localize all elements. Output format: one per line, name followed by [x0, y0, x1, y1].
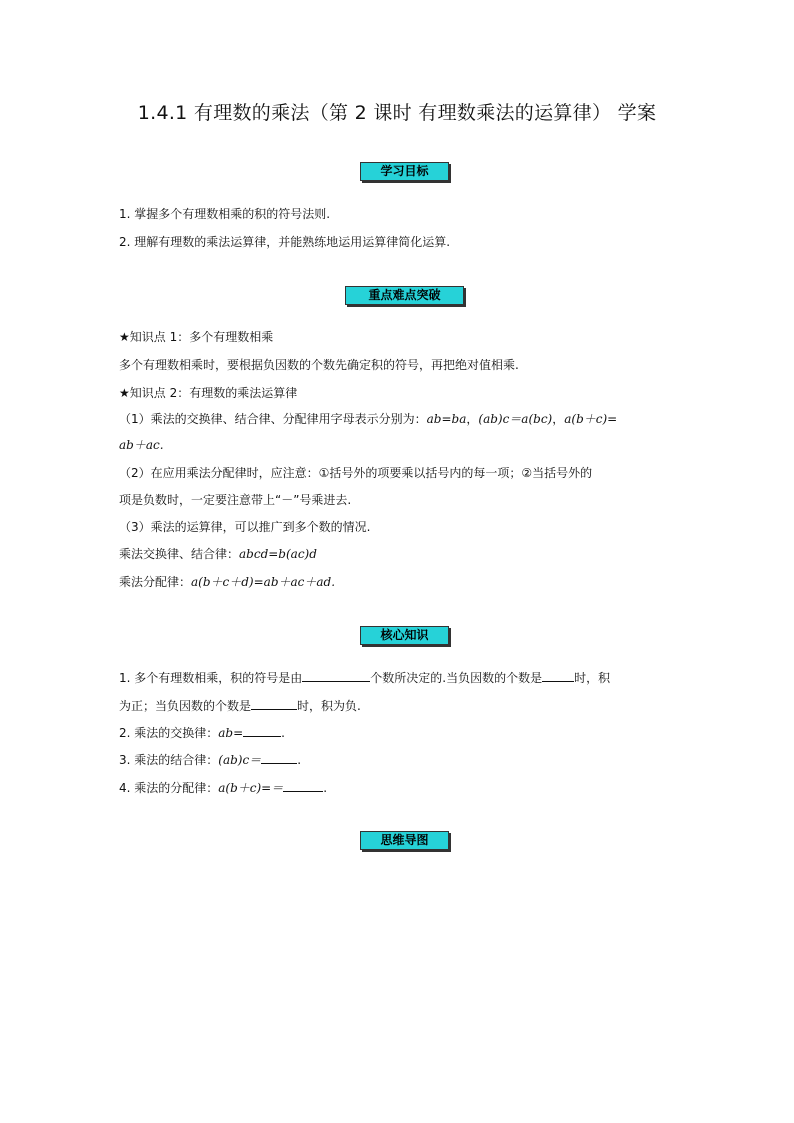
end-dot: .: [297, 753, 302, 767]
generalization-note: （3）乘法的运算律，可以推广到多个数的情况.: [119, 520, 371, 534]
core-item-1-text-b: 个数所决定的.当负因数的个数是: [370, 671, 543, 685]
knowledge-point-2-title: ★知识点 2：有理数的乘法运算律: [119, 386, 298, 400]
generalized-distributive: [119, 574, 335, 590]
associative-formula: (ab)c＝a(bc): [478, 412, 553, 426]
core-item-1-line-1: [119, 670, 610, 686]
core-item-4: [119, 780, 327, 796]
core-item-2-formula: ab=: [218, 726, 244, 740]
multiplication-laws-text: （1）乘法的交换律、结合律、分配律用字母表示分别为：: [119, 412, 427, 426]
fill-blank[interactable]: [283, 780, 323, 792]
goal-2: 2. 理解有理数的乘法运算律，并能熟练地运用运算律简化运算.: [119, 235, 451, 249]
distributive-note-line-2: 项是负数时，一定要注意带上“－”号乘进去.: [119, 493, 352, 507]
end-dot: .: [323, 781, 328, 795]
core-item-1-text-e: 时，积为负.: [297, 699, 361, 713]
section-header-keypoints: 重点难点突破: [345, 286, 464, 305]
section-header-mindmap: 思维导图: [360, 831, 449, 850]
core-item-2: [119, 725, 285, 741]
separator: ，: [466, 412, 479, 426]
core-item-1-text-a: 1. 多个有理数相乘，积的符号是由: [119, 671, 303, 685]
core-item-3-formula: (ab)c＝: [218, 753, 262, 767]
distributive-formula-start: a(b＋c)=: [564, 412, 618, 426]
separator: ，: [552, 412, 565, 426]
core-item-1-text-c: 时，积: [574, 671, 611, 685]
goal-1: 1. 掌握多个有理数相乘的积的符号法则.: [119, 207, 331, 221]
core-item-1-text-d: 为正；当负因数的个数是: [119, 699, 252, 713]
distributive-note-line-1: （2）在应用乘法分配律时，应注意：①括号外的项要乘以括号内的每一项；②当括号外的: [119, 466, 593, 480]
core-item-1-line-2: [119, 698, 361, 714]
core-item-3-label: 3. 乘法的结合律：: [119, 753, 219, 767]
core-item-2-label: 2. 乘法的交换律：: [119, 726, 219, 740]
fill-blank[interactable]: [302, 670, 370, 682]
knowledge-point-1-title: ★知识点 1：多个有理数相乘: [119, 330, 274, 344]
generalized-distributive-formula: a(b＋c＋d)=ab＋ac＋ad.: [191, 575, 336, 589]
section-header-goals: 学习目标: [360, 162, 449, 181]
core-item-3: [119, 752, 301, 768]
generalized-commutative-associative: [119, 546, 317, 562]
generalized-law-label: 乘法交换律、结合律：: [119, 547, 240, 561]
core-item-4-label: 4. 乘法的分配律：: [119, 781, 219, 795]
fill-blank[interactable]: [542, 670, 574, 682]
fill-blank[interactable]: [243, 725, 281, 737]
commutative-formula: ab=ba: [426, 412, 467, 426]
multiplication-laws-line: [119, 411, 617, 427]
distributive-formula-end: ab＋ac.: [119, 438, 164, 452]
section-header-core: 核心知识: [360, 626, 449, 645]
core-item-4-formula: a(b＋c)=＝: [218, 781, 284, 795]
knowledge-point-1-body: 多个有理数相乘时，要根据负因数的个数先确定积的符号，再把绝对值相乘.: [119, 358, 519, 372]
page-title: 1.4.1 有理数的乘法（第 2 课时 有理数乘法的运算律） 学案: [137, 102, 657, 124]
fill-blank[interactable]: [261, 752, 297, 764]
fill-blank[interactable]: [251, 698, 297, 710]
generalized-distributive-label: 乘法分配律：: [119, 575, 192, 589]
end-dot: .: [281, 726, 285, 740]
generalized-law-formula: abcd=b(ac)d: [239, 547, 317, 561]
